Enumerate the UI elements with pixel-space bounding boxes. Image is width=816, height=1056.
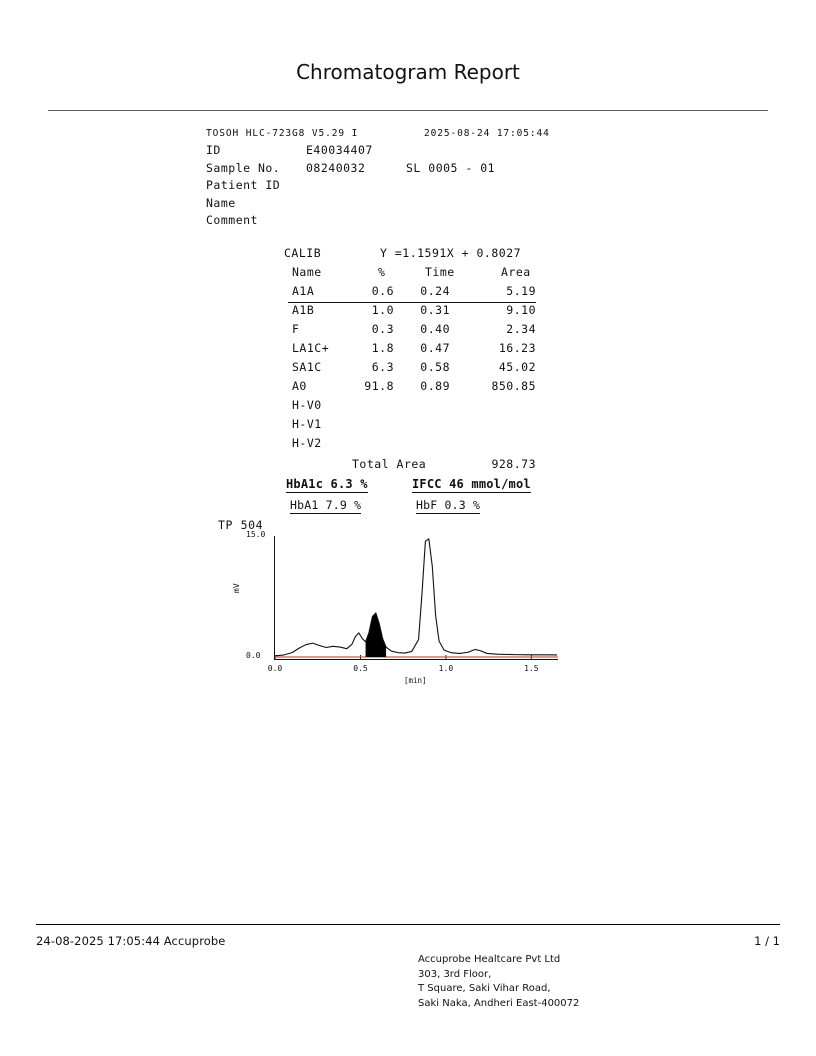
plot-area	[274, 536, 558, 660]
chromatogram-chart	[218, 518, 578, 688]
cell-area: 16.23	[498, 341, 536, 355]
header-percent: %	[378, 265, 386, 279]
cell-area: 850.85	[491, 379, 536, 393]
cell-name: H-V0	[292, 398, 322, 412]
cell-area: 9.10	[506, 303, 536, 317]
field-sample-no-value: 08240032	[306, 160, 366, 175]
total-area-row	[284, 457, 584, 477]
table-row	[284, 379, 584, 398]
field-comment	[206, 213, 606, 231]
x-axis-tick-labels	[258, 664, 578, 676]
chart-title: TP 504	[218, 518, 264, 532]
x-tick-label: 0.5	[353, 664, 368, 673]
cell-name: A0	[292, 379, 307, 393]
cell-area: 45.02	[498, 360, 536, 374]
table-row	[284, 322, 584, 341]
field-id	[206, 143, 606, 161]
footer-divider	[36, 924, 780, 925]
total-area-value: 928.73	[491, 457, 536, 471]
cell-time: 0.89	[420, 379, 450, 393]
x-tick-label: 1.5	[524, 664, 539, 673]
y-axis-title: mV	[232, 583, 241, 593]
secondary-results-row	[284, 498, 584, 519]
cell-time: 0.47	[420, 341, 450, 355]
y-axis-min-label: 0.0	[246, 651, 261, 660]
table-row	[284, 398, 584, 417]
result-hba1c: HbA1c 6.3 %	[286, 477, 368, 491]
footer-address-line: T Square, Saki Vihar Road,	[418, 983, 551, 994]
device-line	[206, 128, 606, 143]
field-id-label: ID	[206, 143, 221, 157]
result-hbf: HbF 0.3 %	[416, 498, 481, 512]
field-sample-no-rack: SL 0005 - 01	[406, 160, 496, 175]
field-name-label: Name	[206, 195, 236, 210]
table-row	[284, 360, 584, 379]
table-row	[284, 417, 584, 436]
cell-name: A1A	[292, 284, 315, 298]
cell-percent: 1.8	[371, 341, 394, 355]
cell-percent: 91.8	[364, 379, 394, 393]
result-ifcc: IFCC 46 mmol/mol	[412, 477, 531, 491]
device-name: TOSOH HLC-723G8 V5.29 I	[206, 128, 359, 139]
cell-name: F	[292, 322, 300, 336]
footer-address	[418, 953, 579, 1011]
table-row	[284, 341, 584, 360]
cell-percent: 6.3	[371, 360, 394, 374]
cell-name: H-V2	[292, 436, 322, 450]
cell-name: H-V1	[292, 417, 322, 431]
run-timestamp: 2025-08-24 17:05:44	[424, 128, 550, 139]
cell-time: 0.31	[420, 303, 450, 317]
cell-name: LA1C+	[292, 341, 330, 355]
cell-time: 0.40	[420, 322, 450, 336]
field-id-value: E40034407	[306, 143, 373, 157]
cell-name: A1B	[292, 303, 315, 317]
header-area: Area	[501, 265, 531, 279]
cell-percent: 0.3	[371, 322, 394, 336]
footer-address-line: Saki Naka, Andheri East-400072	[418, 997, 580, 1009]
cell-name: SA1C	[292, 360, 322, 374]
cell-area: 2.34	[506, 322, 536, 336]
calibration-equation: Y =1.1591X + 0.8027	[380, 246, 522, 260]
cell-percent: 1.0	[371, 303, 394, 317]
field-comment-label: Comment	[206, 213, 258, 227]
x-tick-label: 0.0	[267, 664, 283, 673]
table-row	[284, 303, 584, 322]
page-title: Chromatogram Report	[296, 60, 520, 84]
footer-left-text: 24-08-2025 17:05:44 Accuprobe	[36, 934, 226, 948]
peak-results-block	[284, 246, 584, 519]
y-axis-max-label: 15.0	[246, 530, 266, 539]
calibration-line	[284, 246, 584, 265]
footer-address-line: 303, 3rd Floor,	[418, 968, 492, 980]
cell-area: 5.19	[506, 284, 536, 298]
header-name: Name	[292, 265, 322, 279]
cell-time: 0.58	[420, 360, 450, 374]
field-sample-no-label: Sample No.	[206, 160, 281, 175]
table-row	[284, 436, 584, 455]
field-name	[206, 196, 606, 214]
calibration-label: CALIB	[284, 246, 322, 260]
cell-time: 0.24	[420, 284, 450, 298]
field-sample-no	[206, 161, 606, 179]
cell-percent: 0.6	[371, 284, 394, 298]
instrument-header	[206, 128, 606, 231]
chromatogram-svg	[274, 536, 558, 660]
x-axis-title: [min]	[404, 676, 427, 685]
header-time: Time	[425, 265, 455, 279]
x-tick-label: 1.0	[438, 664, 454, 673]
peak-table-header	[284, 265, 584, 284]
result-hba1: HbA1 7.9 %	[290, 498, 362, 512]
field-patient-id-label: Patient ID	[206, 178, 281, 192]
primary-results-row	[284, 477, 584, 498]
footer-address-line: Accuprobe Healtcare Pvt Ltd	[418, 954, 561, 965]
table-row	[284, 284, 584, 303]
page-number: 1 / 1	[754, 934, 780, 948]
title-divider	[48, 110, 768, 111]
total-area-label: Total Area	[352, 457, 427, 471]
field-patient-id	[206, 178, 606, 196]
